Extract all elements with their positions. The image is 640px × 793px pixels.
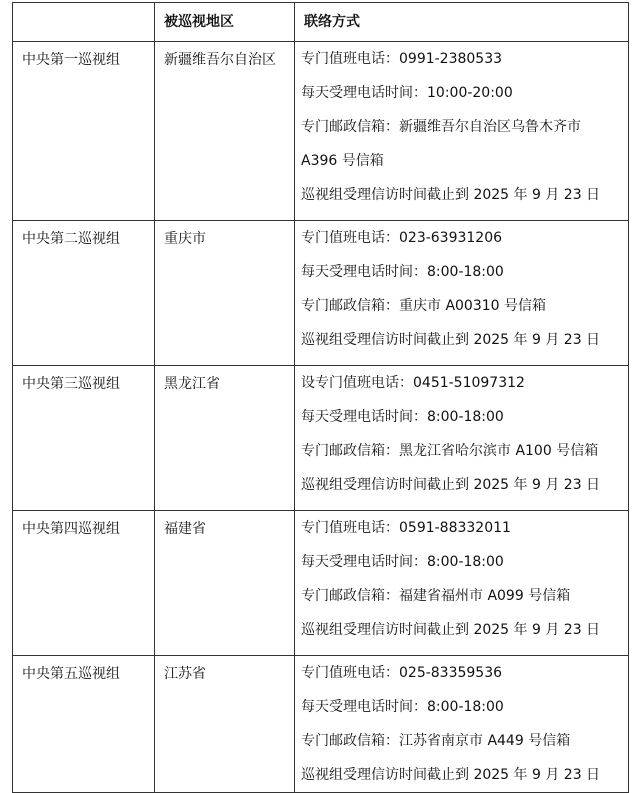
deadline-line: 巡视组受理信访时间截止到 2025 年 9 月 23 日	[301, 622, 601, 638]
inspection-contact-table	[12, 2, 629, 793]
hours-line: 每天受理电话时间：8:00-18:00	[301, 554, 504, 570]
contact-info	[295, 511, 629, 656]
group-name: 中央第二巡视组	[13, 221, 155, 366]
mailbox-line: 专门邮政信箱：江苏省南京市 A449 号信箱	[301, 733, 571, 749]
group-name: 中央第四巡视组	[13, 511, 155, 656]
contact-info	[295, 366, 629, 511]
header-contact: 联络方式	[295, 3, 629, 42]
phone-line: 专门值班电话：0991-2380533	[301, 51, 503, 67]
region-name: 黑龙江省	[155, 366, 295, 511]
deadline-line: 巡视组受理信访时间截止到 2025 年 9 月 23 日	[301, 767, 601, 783]
region-name: 新疆维吾尔自治区	[155, 42, 295, 221]
header-region: 被巡视地区	[155, 3, 295, 42]
phone-line: 专门值班电话：025-83359536	[301, 665, 503, 681]
hours-line: 每天受理电话时间：10:00-20:00	[301, 85, 513, 101]
region-name: 重庆市	[155, 221, 295, 366]
deadline-line: 巡视组受理信访时间截止到 2025 年 9 月 23 日	[301, 477, 601, 493]
table-row	[13, 656, 629, 793]
group-name: 中央第三巡视组	[13, 366, 155, 511]
hours-line: 每天受理电话时间：8:00-18:00	[301, 264, 504, 280]
mailbox-line: 专门邮政信箱：黑龙江省哈尔滨市 A100 号信箱	[301, 443, 599, 459]
group-name: 中央第五巡视组	[13, 656, 155, 793]
deadline-line: 巡视组受理信访时间截止到 2025 年 9 月 23 日	[301, 187, 601, 203]
contact-info	[295, 221, 629, 366]
table-header-row	[13, 3, 629, 42]
group-name: 中央第一巡视组	[13, 42, 155, 221]
table-row	[13, 366, 629, 511]
hours-line: 每天受理电话时间：8:00-18:00	[301, 409, 504, 425]
phone-line: 设专门值班电话：0451-51097312	[301, 375, 525, 391]
contact-info	[295, 656, 629, 793]
header-group	[13, 3, 155, 42]
mailbox-line: 专门邮政信箱：福建省福州市 A099 号信箱	[301, 588, 571, 604]
deadline-line: 巡视组受理信访时间截止到 2025 年 9 月 23 日	[301, 332, 601, 348]
table-row	[13, 42, 629, 221]
table-row	[13, 221, 629, 366]
contact-info	[295, 42, 629, 221]
phone-line: 专门值班电话：0591-88332011	[301, 520, 511, 536]
region-name: 福建省	[155, 511, 295, 656]
region-name: 江苏省	[155, 656, 295, 793]
table-row	[13, 511, 629, 656]
mailbox-line-cont: A396 号信箱	[301, 153, 384, 169]
phone-line: 专门值班电话：023-63931206	[301, 230, 503, 246]
mailbox-line: 专门邮政信箱：重庆市 A00310 号信箱	[301, 298, 547, 314]
hours-line: 每天受理电话时间：8:00-18:00	[301, 699, 504, 715]
mailbox-line: 专门邮政信箱：新疆维吾尔自治区乌鲁木齐市	[301, 119, 581, 135]
